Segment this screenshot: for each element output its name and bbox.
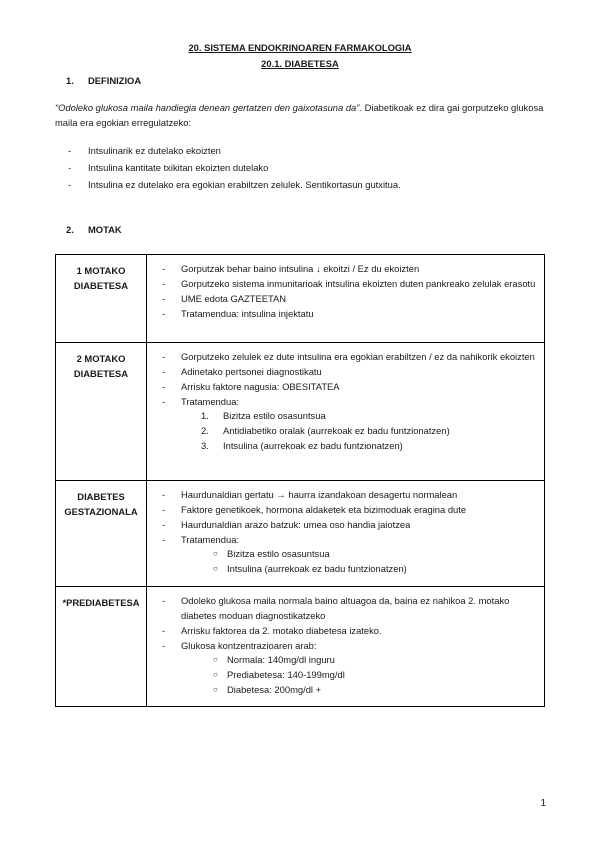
list-item: - Intsulina kantitate txikitan ekoizten dutelako [68,162,401,179]
treatment-sublist [181,547,538,577]
table-row [56,481,545,587]
step-text: Bizitza estilo osasuntsua [223,410,326,422]
list-item: - UME edota GAZTEETAN [155,292,538,307]
definition-bullet-list [68,145,401,196]
list-item: - Faktore genetikoek, hormona aldaketek eta bizimoduak eragina dute [155,503,538,518]
document-title: 20. SISTEMA ENDOKRINOAREN FARMAKOLOGIA [188,42,412,53]
definition-paragraph [55,101,555,130]
list-item: - Adinetako pertsonei diagnostikatu [155,365,538,380]
list-item: ○ Prediabetesa: 140-199mg/dl [227,668,538,683]
step-number: 3. [201,440,209,452]
list-item: - Arrisku faktore nagusia: OBESITATEA [155,380,538,395]
list-item: - Intsulina ez dutelako era egokian erabiltzen zelulek. Sentikortasun gutxitua. [68,179,401,196]
list-item [155,395,538,454]
table-row [56,587,545,707]
definition-quote: “Odoleko glukosa maila handiegia denean gertatzen den gaixotasuna da”. [55,102,362,113]
row-label: *PREDIABETESA [56,587,147,707]
diabetes-types-table [55,254,545,707]
list-item: - Odoleko glukosa maila normala baino altuagoa da, baina ez nahikoa 2. motako diabetes moduan diagnostikatzeko [155,594,538,624]
treatment-steps [181,409,538,454]
section-heading-definizioa [66,75,141,88]
section-number: 2. [66,224,74,235]
row-content [147,255,545,343]
row-content [147,343,545,481]
list-item: - Arrisku faktorea da 2. motako diabetesa izateko. [155,624,538,639]
list-item: - Haurdunaldian arazo batzuk: umea oso handia jaiotzea [155,518,538,533]
list-item [155,639,538,698]
list-item-text: Glukosa kontzentrazioaren arab: [181,639,317,651]
row-content [147,481,545,587]
row-label: DIABETES GESTAZIONALA [56,481,147,587]
section-heading-motak [66,224,122,237]
document-subtitle: 20.1. DIABETESA [261,58,339,69]
row-label: 2 MOTAKO DIABETESA [56,343,147,481]
list-item [155,533,538,578]
list-item: - Intsulinarik ez dutelako ekoizten [68,145,401,162]
step-number: 1. [201,410,209,422]
list-item: - Gorputzak behar baino intsulina ↓ ekoitzi / Ez du ekoizten [155,262,538,277]
row-label: 1 MOTAKO DIABETESA [56,255,147,343]
list-item-text: Tratamendua: [181,395,240,407]
step-number: 2. [201,425,209,437]
definition-text: Diabetikoak ez dira gai gorputzeko glukosa maila era egokian erregulatzeko: [55,102,544,128]
list-item: - Gorputzeko zelulek ez dute intsulina era egokian erabiltzen / ez da nahikorik ekoizten [155,350,538,365]
section-title: MOTAK [88,224,122,235]
row-content [147,587,545,707]
list-item: ○ Intsulina (aurrekoak ez badu funtzionatzen) [227,562,538,577]
section-title: DEFINIZIOA [88,75,142,86]
list-item: - Tratamendua: intsulina injektatu [155,307,538,322]
list-item [201,424,538,439]
step-text: Antidiabetiko oralak (aurrekoak ez badu funtzionatzen) [223,425,450,437]
table-row [56,255,545,343]
page-number: 1 [540,798,546,809]
glucose-levels-sublist [181,653,538,698]
list-item [201,439,538,454]
list-item: - Gorputzeko sistema inmunitarioak intsulina ekoizten duten pankreako zelulak erasotu [155,277,538,292]
list-item-text: Tratamendua: [181,533,240,545]
table-row [56,343,545,481]
list-item: ○ Normala: 140mg/dl inguru [227,653,538,668]
list-item: ○ Diabetesa: 200mg/dl + [227,683,538,698]
list-item: - Haurdunaldian gertatu → haurra izandakoan desagertu normalean [155,488,538,503]
section-number: 1. [66,75,74,86]
list-item [201,409,538,424]
list-item: ○ Bizitza estilo osasuntsua [227,547,538,562]
step-text: Intsulina (aurrekoak ez badu funtzionatzen) [223,440,403,452]
